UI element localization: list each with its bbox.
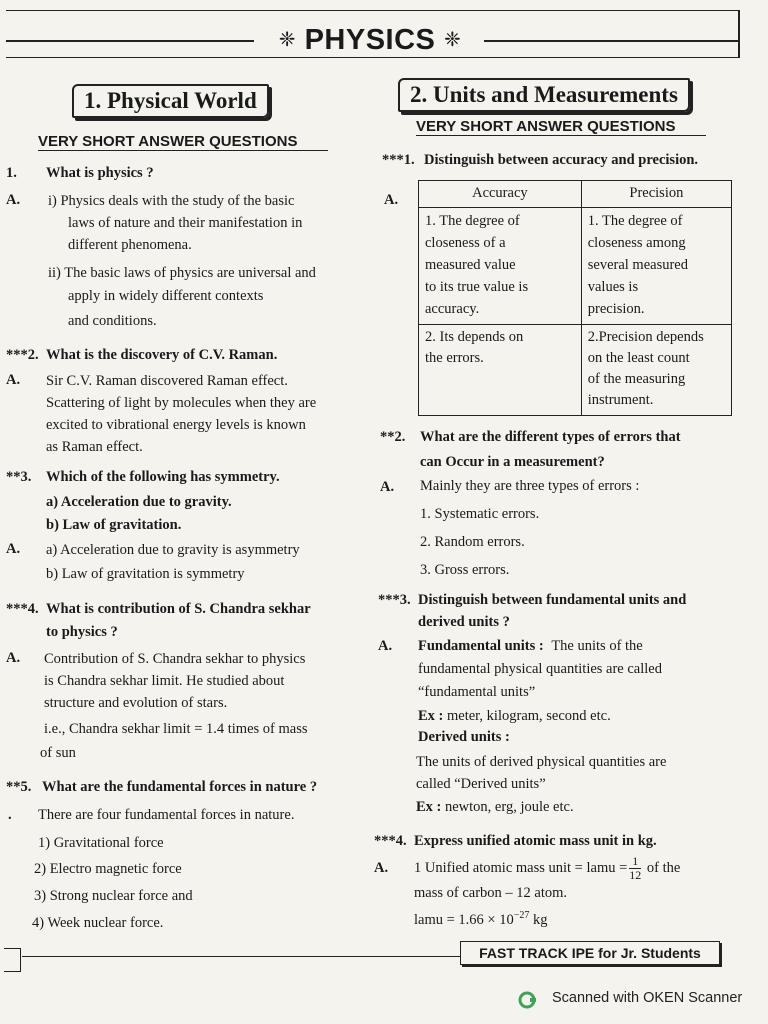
r-q2-number: **2.	[380, 429, 406, 445]
r-q2-answer-line: 3. Gross errors.	[420, 562, 510, 578]
amu-kg-text: lamu = 1.66 × 10	[414, 911, 514, 928]
q2-answer-line: excited to vibrational energy levels is known	[46, 417, 306, 433]
footer-rule	[22, 956, 460, 957]
q1-number: 1.	[6, 165, 17, 181]
amu-kg-line	[414, 907, 548, 929]
fraction-denominator: 12	[629, 868, 642, 883]
fundamental-units-line	[418, 637, 643, 655]
ornament-left-icon: ❈	[278, 27, 297, 51]
accuracy-precision-table	[418, 180, 732, 416]
right-subheading: VERY SHORT ANSWER QUESTIONS	[416, 118, 706, 136]
q2-answer-line: Sir C.V. Raman discovered Raman effect.	[46, 373, 288, 389]
r-q4-answer-label: A.	[374, 860, 389, 876]
q1-answer-line: apply in widely different contexts	[68, 288, 264, 304]
q4-answer-line: i.e., Chandra sekhar limit = 1.4 times of mass	[44, 721, 308, 737]
table-cell: 2.Precision depends on the least count of the measuring instrument.	[581, 325, 731, 416]
q5-answer-line: 2) Electro magnetic force	[34, 861, 182, 877]
example-line	[418, 707, 611, 725]
q4-question: to physics ?	[46, 624, 118, 640]
scanner-watermark: Scanned with OKEN Scanner	[552, 990, 743, 1006]
q5-answer-line: 4) Week nuclear force.	[32, 915, 164, 931]
r-q3-question: Distinguish between fundamental units and	[418, 592, 687, 608]
q1-answer-line: and conditions.	[68, 313, 157, 329]
example-label: Ex :	[416, 799, 442, 815]
q1-answer-label: A.	[6, 192, 21, 208]
header-rule-right	[484, 40, 738, 42]
q3-answer-line: b) Law of gravitation is symmetry	[46, 566, 245, 582]
header-rule-left	[6, 40, 254, 42]
footer-corner-bracket	[4, 948, 21, 972]
q3-option: a) Acceleration due to gravity.	[46, 494, 232, 510]
q1-answer-line: i) Physics deals with the study of the basic	[48, 193, 295, 209]
fraction	[629, 855, 641, 882]
section-title-units-measurements: 2. Units and Measurements	[398, 78, 690, 112]
amu-unit: kg	[529, 911, 548, 928]
q5-answer-label: .	[8, 807, 12, 823]
q4-answer-line: is Chandra sekhar limit. He studied about	[44, 673, 285, 689]
q5-question: What are the fundamental forces in nature ?	[42, 779, 318, 795]
r-q2-answer-line: Mainly they are three types of errors :	[420, 478, 640, 494]
q3-option: b) Law of gravitation.	[46, 517, 182, 533]
q2-number: ***2.	[6, 347, 39, 363]
amu-equation-text: of the	[646, 860, 681, 876]
q5-answer-line: 1) Gravitational force	[38, 835, 164, 851]
q2-answer-line: Scattering of light by molecules when they are	[46, 395, 317, 411]
r-q4-question: Express unified atomic mass unit in kg.	[414, 833, 657, 849]
q3-question: Which of the following has symmetry.	[46, 469, 280, 485]
table-row	[419, 325, 732, 416]
r-q2-answer-label: A.	[380, 479, 395, 495]
r-q1-answer-label: A.	[384, 192, 399, 208]
q1-question: What is physics ?	[46, 165, 154, 181]
fraction-numerator: 1	[629, 855, 641, 869]
fundamental-units-line: “fundamental units”	[418, 684, 536, 700]
r-q3-number: ***3.	[378, 592, 411, 608]
q5-number: **5.	[6, 779, 32, 795]
table-cell: 1. The degree of closeness among several measured values is precision.	[581, 208, 731, 325]
q4-answer-label: A.	[6, 650, 21, 666]
q1-answer-line: ii) The basic laws of physics are universal and	[48, 265, 316, 281]
example-text: meter, kilogram, second etc.	[447, 708, 611, 724]
r-q2-question: What are the different types of errors that	[420, 429, 681, 445]
r-q2-answer-line: 1. Systematic errors.	[420, 506, 540, 522]
left-subheading: VERY SHORT ANSWER QUESTIONS	[38, 133, 328, 151]
amu-equation-line	[414, 852, 680, 884]
oken-logo-icon	[518, 990, 538, 1010]
table-header-row	[419, 181, 732, 208]
fundamental-units-label: Fundamental units :	[418, 638, 544, 654]
fundamental-units-text: The units of the	[551, 638, 643, 654]
example-line	[416, 798, 574, 816]
derived-units-label: Derived units :	[418, 729, 510, 745]
q3-number: **3.	[6, 469, 32, 485]
ornament-right-icon: ❈	[443, 27, 462, 51]
r-q2-answer-line: 2. Random errors.	[420, 534, 525, 550]
q5-answer-line: There are four fundamental forces in nature.	[38, 807, 295, 823]
q4-answer-line: Contribution of S. Chandra sekhar to physics	[44, 651, 306, 667]
q2-answer-label: A.	[6, 372, 21, 388]
q4-answer-line: structure and evolution of stars.	[44, 695, 228, 711]
r-q1-number: ***1.	[382, 152, 415, 168]
table-row	[419, 208, 732, 325]
r-q4-number: ***4.	[374, 833, 407, 849]
q2-question: What is the discovery of C.V. Raman.	[46, 347, 278, 363]
table-cell: 1. The degree of closeness of a measured value to its true value is accuracy.	[419, 208, 582, 325]
q5-answer-line: 3) Strong nuclear force and	[34, 888, 193, 904]
r-q3-question: derived units ?	[418, 614, 510, 630]
q2-answer-line: as Raman effect.	[46, 439, 143, 455]
q4-answer-line: of sun	[40, 745, 76, 761]
example-label: Ex :	[418, 708, 444, 724]
table-header-cell: Precision	[581, 181, 731, 208]
table-cell: 2. Its depends on the errors.	[419, 325, 582, 416]
q4-question: What is contribution of S. Chandra sekhar	[46, 601, 311, 617]
section-title-physical-world: 1. Physical World	[72, 84, 269, 118]
amu-equation-text: 1 Unified atomic mass unit = lamu =	[414, 860, 628, 876]
example-text: newton, erg, joule etc.	[445, 799, 574, 815]
footer-badge: FAST TRACK IPE for Jr. Students	[460, 941, 720, 965]
table-header-cell: Accuracy	[419, 181, 582, 208]
fundamental-units-line: fundamental physical quantities are called	[418, 661, 662, 677]
amu-exponent: −27	[513, 910, 530, 921]
q3-answer-line: a) Acceleration due to gravity is asymmetry	[46, 542, 300, 558]
q1-answer-line: different phenomena.	[68, 237, 192, 253]
page-title	[250, 24, 490, 57]
derived-units-line: The units of derived physical quantities are	[416, 754, 667, 770]
derived-units-line: called “Derived units”	[416, 776, 546, 792]
q1-answer-line: laws of nature and their manifestation in	[68, 215, 303, 231]
q4-number: ***4.	[6, 601, 39, 617]
amu-line: mass of carbon – 12 atom.	[414, 885, 568, 901]
r-q3-answer-label: A.	[378, 638, 393, 654]
page-title-text: PHYSICS	[304, 24, 436, 56]
r-q2-question: can Occur in a measurement?	[420, 454, 605, 470]
r-q1-question: Distinguish between accuracy and precision.	[424, 152, 699, 168]
q3-answer-label: A.	[6, 541, 21, 557]
